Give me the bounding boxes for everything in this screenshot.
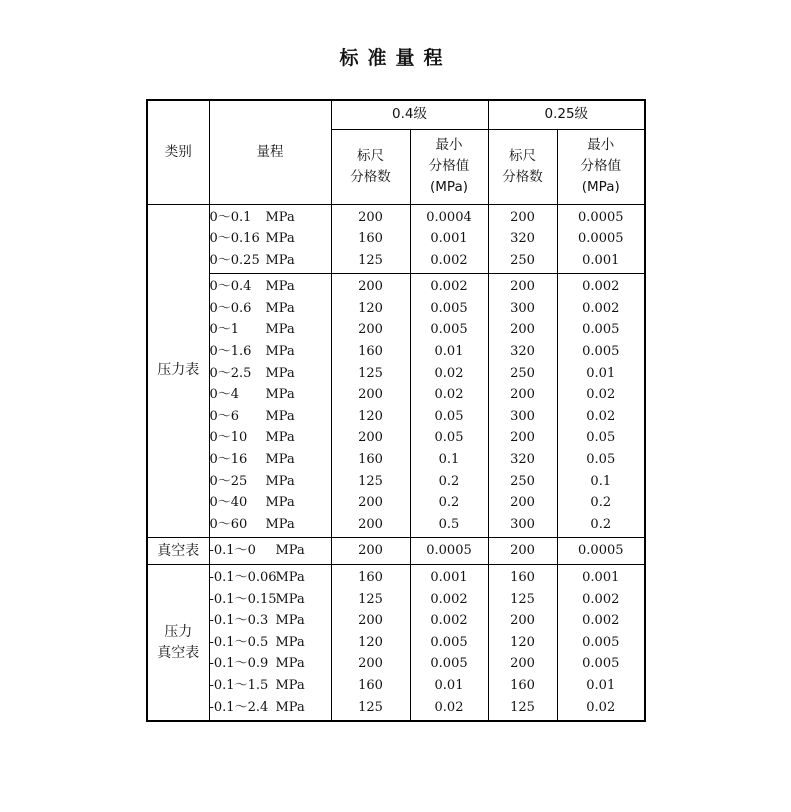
table-row-group-3 (147, 565, 645, 722)
table-value: 0.0005 (578, 231, 624, 247)
range-value (210, 514, 331, 536)
range-text: -0.1～1.5 (209, 677, 269, 693)
range-cell (209, 538, 331, 565)
table-value: 200 (510, 322, 535, 338)
table-row-group-2 (147, 538, 645, 565)
range-text: -0.1～0.3 (209, 613, 269, 629)
range-text: -0.1～0.5 (209, 634, 269, 650)
table-value: 0.1 (438, 452, 460, 468)
table-value: 200 (358, 543, 383, 559)
range-text: 0～40 (209, 495, 248, 511)
range-text: 0～1 (209, 322, 240, 338)
value-cell-a-div (331, 204, 410, 274)
table-value: 0.02 (434, 365, 464, 381)
table-value: 0.1 (590, 473, 612, 489)
range-text: 0～6 (209, 408, 240, 424)
table-value: 300 (510, 408, 535, 424)
range-cell (209, 565, 331, 722)
unit-text: MPa (265, 344, 295, 360)
value-cell-b-min (557, 274, 645, 538)
table-value: 125 (358, 252, 383, 268)
header-grade-0-25: 0.25级 (488, 100, 645, 129)
unit-text: MPa (265, 231, 295, 247)
table-value: 160 (358, 677, 383, 693)
unit-text: MPa (275, 677, 305, 693)
range-value (210, 319, 331, 341)
table-value: 0.002 (582, 300, 620, 316)
unit-text: MPa (275, 699, 305, 715)
header-min-division-b: 最小 分格值 (MPa) (557, 129, 645, 204)
unit-text: MPa (265, 387, 295, 403)
table-value: 0.2 (438, 495, 460, 511)
table-value: 200 (358, 322, 383, 338)
range-text: 0～0.25 (209, 252, 260, 268)
unit-text: MPa (265, 408, 295, 424)
unit-text: MPa (265, 322, 295, 338)
range-value (210, 384, 331, 406)
table-value: 300 (510, 516, 535, 532)
table-value: 125 (358, 473, 383, 489)
range-value (210, 492, 331, 514)
table-value: 0.002 (582, 591, 620, 607)
unit-text: MPa (275, 613, 305, 629)
range-text: 0～10 (209, 430, 248, 446)
table-value: 0.01 (434, 677, 464, 693)
table-value: 160 (358, 344, 383, 360)
table-value: 0.005 (582, 344, 620, 360)
table-value: 0.001 (582, 570, 620, 585)
range-value (210, 567, 331, 589)
table-value: 320 (510, 344, 535, 360)
table-value: 0.02 (586, 699, 616, 715)
table-value: 0.02 (586, 387, 616, 403)
range-value (210, 471, 331, 493)
table-value: 0.002 (430, 252, 468, 268)
range-value (210, 653, 331, 675)
table-row-group-1 (147, 274, 645, 538)
header-min-division-a: 最小 分格值 (MPa) (410, 129, 488, 204)
range-value (210, 228, 331, 250)
value-cell-a-min (410, 538, 488, 565)
table-value: 0.5 (438, 516, 460, 532)
table-value: 250 (510, 365, 535, 381)
header-grade-0-4: 0.4级 (331, 100, 488, 129)
table-value: 160 (358, 570, 383, 585)
range-value (210, 697, 331, 719)
table-row-group-0 (147, 204, 645, 274)
unit-text: MPa (265, 495, 295, 511)
table-value: 200 (358, 495, 383, 511)
unit-text: MPa (275, 656, 305, 672)
table-value: 200 (510, 430, 535, 446)
table-value: 200 (510, 613, 535, 629)
range-text: 0～0.1 (209, 209, 252, 225)
table-value: 0.001 (430, 231, 468, 247)
table-value: 0.0005 (578, 543, 624, 559)
value-cell-a-min (410, 274, 488, 538)
table-value: 200 (510, 279, 535, 295)
table-value: 120 (358, 408, 383, 424)
range-text: 0～60 (209, 516, 248, 532)
table-value: 0.2 (438, 473, 460, 489)
table-value: 0.005 (430, 300, 468, 316)
category-cell (147, 538, 209, 565)
value-cell-b-min (557, 204, 645, 274)
range-text: -0.1～0.15 (209, 591, 277, 607)
table-value: 160 (358, 452, 383, 468)
unit-text: MPa (265, 516, 295, 532)
category-label: 压力 (164, 623, 193, 640)
table-value: 160 (510, 677, 535, 693)
table-value: 120 (358, 300, 383, 316)
table-value: 0.002 (430, 591, 468, 607)
unit-text: MPa (265, 300, 295, 316)
range-value (210, 589, 331, 611)
unit-text: MPa (275, 543, 305, 559)
value-cell-b-div (488, 274, 557, 538)
unit-text: MPa (265, 365, 295, 381)
table-value: 200 (358, 613, 383, 629)
unit-text: MPa (265, 252, 295, 268)
table-value: 125 (358, 591, 383, 607)
range-value (210, 341, 331, 363)
table-value: 0.2 (590, 516, 612, 532)
unit-text: MPa (265, 452, 295, 468)
unit-text: MPa (265, 209, 295, 225)
value-cell-a-div (331, 274, 410, 538)
table-value: 0.05 (586, 452, 616, 468)
range-text: 0～0.16 (209, 231, 260, 247)
table-value: 0.01 (434, 344, 464, 360)
table-value: 200 (510, 387, 535, 403)
table-value: 0.02 (434, 387, 464, 403)
category-label: 真空表 (157, 542, 200, 559)
header-scale-divisions-a: 标尺 分格数 (331, 129, 410, 204)
table-value: 125 (358, 365, 383, 381)
category-cell (147, 565, 209, 722)
range-text: -0.1～0.06 (209, 570, 277, 585)
table-value: 0.001 (582, 252, 620, 268)
range-value (210, 276, 331, 298)
range-cell (209, 274, 331, 538)
table-value: 120 (510, 634, 535, 650)
table-value: 0.002 (430, 279, 468, 295)
value-cell-b-min (557, 538, 645, 565)
table-value: 0.005 (430, 322, 468, 338)
table-value: 0.0005 (578, 209, 624, 225)
table-value: 200 (358, 209, 383, 225)
range-value (210, 406, 331, 428)
range-value (210, 675, 331, 697)
table-value: 0.0004 (426, 209, 472, 225)
range-text: -0.1～2.4 (209, 699, 269, 715)
range-cell (209, 204, 331, 274)
table-value: 125 (510, 591, 535, 607)
unit-text: MPa (275, 634, 305, 650)
table-value: 200 (510, 495, 535, 511)
range-value (210, 540, 331, 562)
range-text: -0.1～0.9 (209, 656, 269, 672)
table-value: 250 (510, 252, 535, 268)
unit-text: MPa (265, 430, 295, 446)
table-value: 0.05 (434, 430, 464, 446)
table-value: 0.005 (582, 322, 620, 338)
table-value: 160 (510, 570, 535, 585)
table-value: 200 (358, 430, 383, 446)
header-range: 量程 (209, 100, 331, 204)
range-value (210, 427, 331, 449)
table-value: 0.01 (586, 365, 616, 381)
table-value: 0.02 (586, 408, 616, 424)
value-cell-b-div (488, 204, 557, 274)
range-text: 0～4 (209, 387, 240, 403)
table-value: 200 (358, 656, 383, 672)
table-value: 0.0005 (426, 543, 472, 559)
table-value: 250 (510, 473, 535, 489)
range-text: -0.1～0 (209, 543, 256, 559)
value-cell-b-min (557, 565, 645, 722)
table-value: 0.005 (582, 656, 620, 672)
table-value: 0.002 (582, 279, 620, 295)
table-value: 200 (510, 543, 535, 559)
table-value: 0.002 (582, 613, 620, 629)
range-text: 0～25 (209, 473, 248, 489)
header-scale-divisions-b: 标尺 分格数 (488, 129, 557, 204)
range-value (210, 610, 331, 632)
table-value: 0.005 (582, 634, 620, 650)
table-value: 125 (510, 699, 535, 715)
range-text: 0～0.4 (209, 279, 252, 295)
table-value: 200 (510, 656, 535, 672)
table-value: 0.005 (430, 656, 468, 672)
table-value: 0.05 (434, 408, 464, 424)
page-title: 标准量程 (339, 47, 452, 69)
table-value: 0.002 (430, 613, 468, 629)
range-text: 0～0.6 (209, 300, 252, 316)
range-value (210, 363, 331, 385)
table-value: 300 (510, 300, 535, 316)
category-label: 压力表 (157, 362, 200, 379)
table-value: 0.02 (434, 699, 464, 715)
table-value: 0.005 (430, 634, 468, 650)
range-value (210, 449, 331, 471)
table-value: 0.01 (586, 677, 616, 693)
range-value (210, 298, 331, 320)
table-value: 120 (358, 634, 383, 650)
table-value: 160 (358, 231, 383, 247)
value-cell-a-div (331, 565, 410, 722)
unit-text: MPa (275, 591, 305, 607)
value-cell-b-div (488, 565, 557, 722)
table-value: 125 (358, 699, 383, 715)
table-value: 200 (358, 516, 383, 532)
range-text: 0～2.5 (209, 365, 252, 381)
value-cell-b-div (488, 538, 557, 565)
range-value (210, 632, 331, 654)
range-value (210, 250, 331, 272)
table-value: 200 (510, 209, 535, 225)
table-value: 0.05 (586, 430, 616, 446)
table-value: 200 (358, 387, 383, 403)
unit-text: MPa (275, 570, 305, 585)
range-value (210, 207, 331, 229)
value-cell-a-div (331, 538, 410, 565)
value-cell-a-min (410, 565, 488, 722)
range-text: 0～1.6 (209, 344, 252, 360)
table-value: 320 (510, 231, 535, 247)
range-text: 0～16 (209, 452, 248, 468)
table-value: 320 (510, 452, 535, 468)
header-category: 类别 (147, 100, 209, 204)
table-value: 0.001 (430, 570, 468, 585)
unit-text: MPa (265, 473, 295, 489)
value-cell-a-min (410, 204, 488, 274)
category-cell (147, 204, 209, 538)
unit-text: MPa (265, 279, 295, 295)
table-value: 0.2 (590, 495, 612, 511)
standard-range-table (146, 99, 646, 722)
category-label: 真空表 (157, 644, 200, 661)
table-value: 200 (358, 279, 383, 295)
